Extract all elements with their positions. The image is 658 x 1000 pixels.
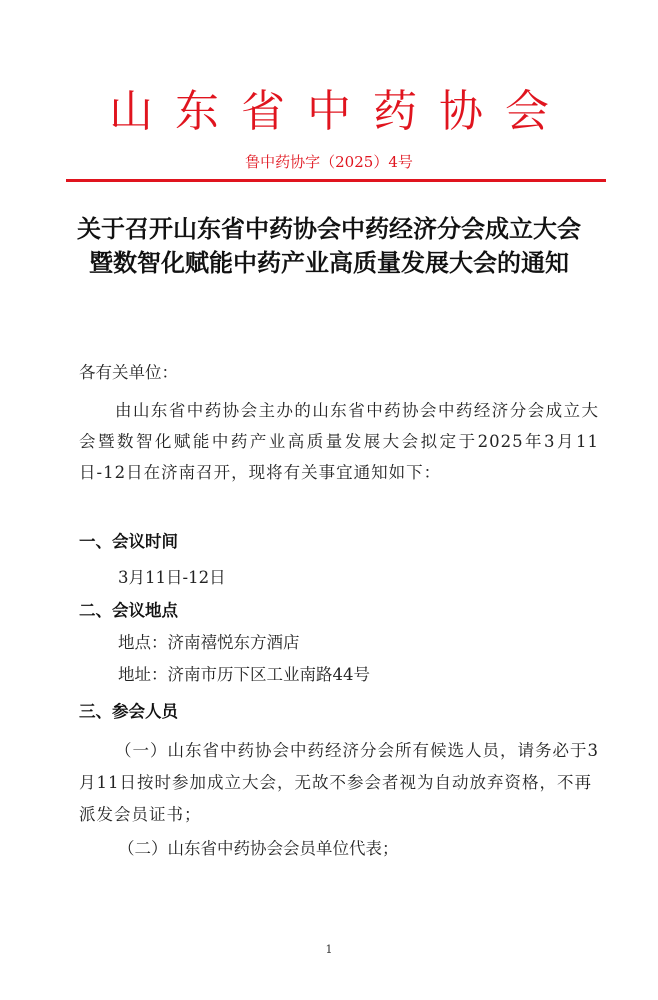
section-heading-location: 二、会议地点 [79,601,178,620]
meeting-address: 地址：济南市历下区工业南路44号 [118,665,370,684]
intro-paragraph: 由山东省中药协会主办的山东省中药协会中药经济分会成立大会暨数智化赋能中药产业高质量发展大会拟定于2025年3月11日-12日在济南召开，现将有关事宜通知如下： [79,401,599,482]
red-divider-line [66,179,606,182]
organization-title: 山东省中药协会 [109,86,571,137]
document-number: 鲁中药协字（2025）4号 [245,153,413,171]
section-heading-time: 一、会议时间 [79,532,178,551]
page-number: 1 [325,943,333,956]
attendee-item-1: （一）山东省中药协会中药经济分会所有候选人员，请务必于3月11日按时参加成立大会，无故不参会者视为自动放弃资格，不再派发会员证书； [79,741,599,824]
section-heading-attendees: 三、参会人员 [79,702,178,721]
meeting-place: 地点：济南禧悦东方酒店 [118,633,300,652]
document-title: 关于召开山东省中药协会中药经济分会成立大会暨数智化赋能中药产业高质量发展大会的通知 [77,215,581,277]
salutation: 各有关单位： [79,363,178,382]
attendee-item-2: （二）山东省中药协会会员单位代表； [118,839,399,858]
meeting-time: 3月11日-12日 [118,568,226,587]
